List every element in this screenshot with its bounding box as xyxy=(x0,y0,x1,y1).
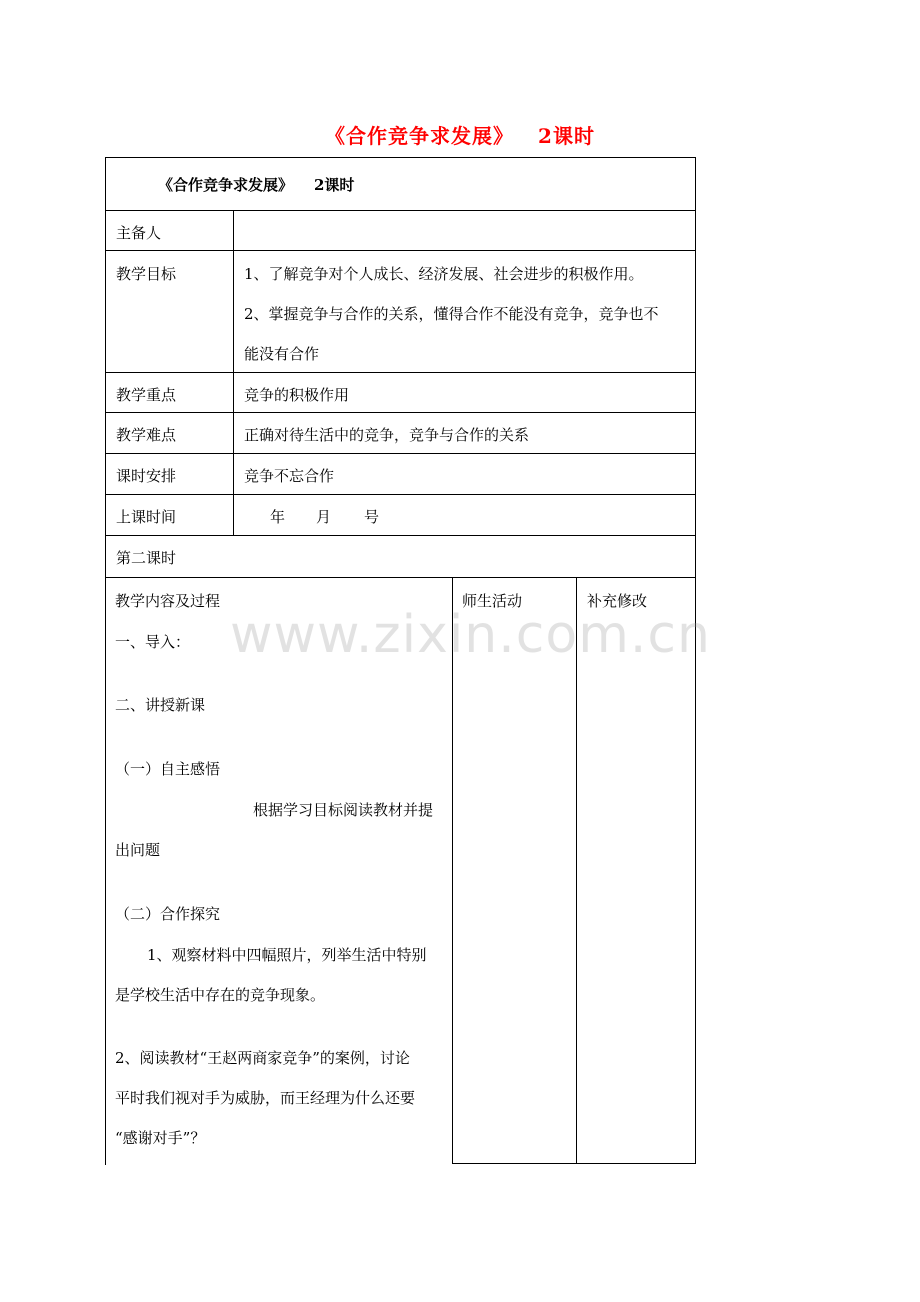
table-right-border xyxy=(695,578,696,1164)
part1-heading: （一）自主感悟 xyxy=(115,760,221,778)
item2-line-b: 平时我们视对手为威胁，而王经理为什么还要 xyxy=(115,1089,416,1107)
difficulty-row: 教学难点 正确对待生活中的竞争，竞争与合作的关系 xyxy=(105,413,696,454)
goals-label: 教学目标 xyxy=(106,251,234,372)
header-book: 《合作竞争求发展》 xyxy=(158,176,294,194)
preparer-row xyxy=(105,211,696,251)
session-label: 第二课时 xyxy=(116,549,177,567)
schedule-label: 课时安排 xyxy=(106,454,234,494)
lesson-plan-table xyxy=(105,157,696,578)
new-lesson-heading: 二、讲授新课 xyxy=(115,696,206,714)
item1-line-a: 1、观察材料中四幅照片，列举生活中特别 xyxy=(147,946,427,964)
month-label: 月 xyxy=(316,508,332,526)
title-book: 《合作竞争求发展》 xyxy=(325,124,515,148)
part2-heading: （二）合作探究 xyxy=(115,905,221,923)
activity-column-header: 师生活动 xyxy=(462,592,523,610)
class-time-label: 上课时间 xyxy=(106,495,234,535)
day-label: 号 xyxy=(364,508,380,526)
session-row xyxy=(105,536,696,578)
schedule-row: 课时安排 竞争不忘合作 xyxy=(105,454,696,495)
table-left-border xyxy=(105,578,106,1165)
goals-row xyxy=(105,251,696,373)
class-time-row xyxy=(105,495,696,536)
year-label: 年 xyxy=(270,508,286,526)
item1-line-b: 是学校生活中存在的竞争现象。 xyxy=(115,986,326,1004)
header-lesson: 2课时 xyxy=(314,176,355,194)
document-title xyxy=(0,120,920,149)
content-column-header: 教学内容及过程 xyxy=(115,592,221,610)
item2-line-a: 2、阅读教材“王赵两商家竞争”的案例，讨论 xyxy=(115,1049,410,1067)
revision-column-header: 补充修改 xyxy=(587,592,648,610)
key-point-row: 教学重点 竞争的积极作用 xyxy=(105,373,696,413)
header-row xyxy=(105,157,696,211)
intro-heading: 一、导入： xyxy=(115,633,191,651)
part1-text-b: 出问题 xyxy=(115,841,161,859)
column-divider-2 xyxy=(576,578,577,1164)
goals-line-1: 1、了解竞争对个人成长、经济发展、社会进步的积极作用。 xyxy=(244,265,644,283)
key-point-label: 教学重点 xyxy=(106,373,234,412)
difficulty-label: 教学难点 xyxy=(106,413,234,453)
watermark: www.zixin.com.cn xyxy=(230,605,711,665)
activity-column-bottom xyxy=(452,1163,696,1164)
item2-line-c: “感谢对手”？ xyxy=(115,1129,206,1147)
preparer-label: 主备人 xyxy=(106,211,234,250)
part1-text-a: 根据学习目标阅读教材并提 xyxy=(253,801,434,819)
goals-line-3: 能没有合作 xyxy=(244,345,320,363)
column-divider-1 xyxy=(452,578,453,1164)
title-lesson: 2课时 xyxy=(538,124,595,148)
goals-line-2: 2、掌握竞争与合作的关系，懂得合作不能没有竞争，竞争也不 xyxy=(244,305,659,323)
